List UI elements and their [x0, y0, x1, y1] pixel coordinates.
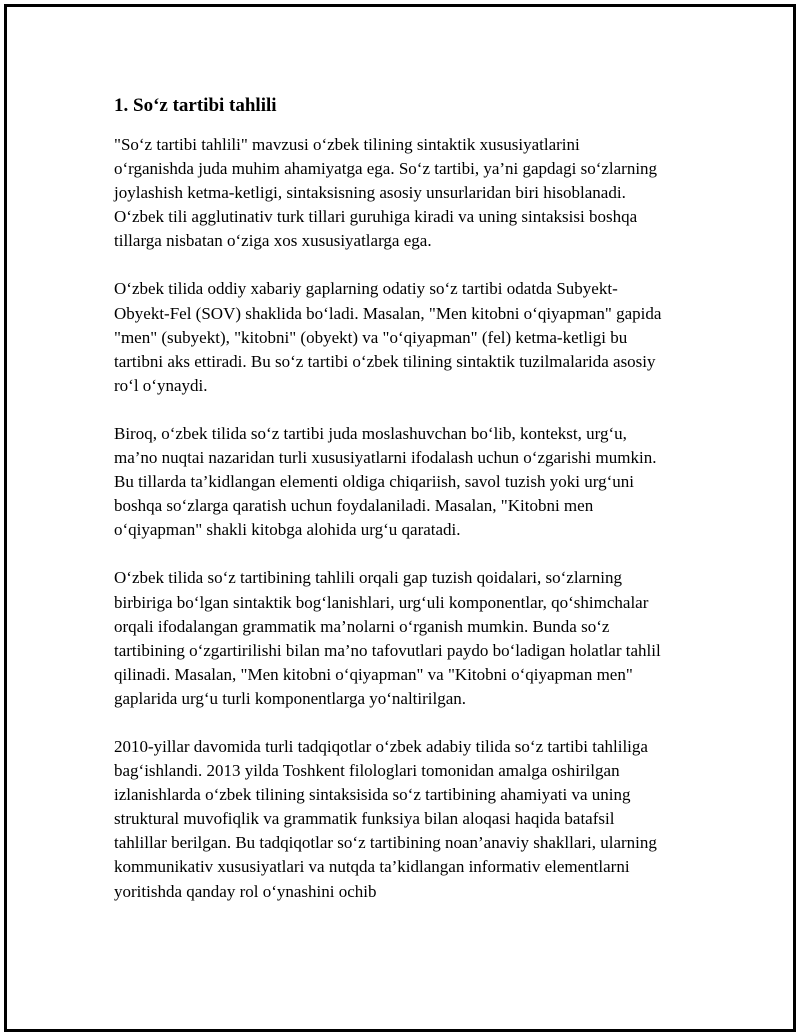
- paragraph-3: Biroq, o‘zbek tilida so‘z tartibi juda moslashuvchan bo‘lib, kontekst, urg‘u, ma’no nuqtai nazaridan turli xususiyatlarni ifodalash uchun o‘zgarishi mumkin. Bu tillarda ta’kidlangan elementi oldiga chiqariish, savol tuzish yoki urg‘uni boshqa so‘zlarga qaratish uchun foydalaniladi. Masalan, "Kitobni men o‘qiyapman" shakli kitobga alohida urg‘u qaratadi.: [114, 423, 657, 540]
- document-body: [114, 92, 662, 928]
- paragraph-2: O‘zbek tilida oddiy xabariy gaplarning odatiy so‘z tartibi odatda Subyekt-Obyekt-Fel (SOV) shaklida bo‘ladi. Masalan, "Men kitobni o‘qiyapman" gapida "men" (subyekt), "kitobni" (obyekt) va "o‘qiyapman" (fel) ketma-ketligi bu tartibni aks ettiradi. Bu so‘z tartibi o‘zbek tilining sintaktik tuzilmalarida asosiy ro‘l o‘ynaydi.: [114, 279, 662, 395]
- paragraph-1: "So‘z tartibi tahlili" mavzusi o‘zbek tilining sintaktik xususiyatlarini o‘rganishda juda muhim ahamiyatga ega. So‘z tartibi, ya’ni gapdagi so‘zlarning joylashish ketma-ketligi, sintaksisning asosiy unsurlaridan biri hisoblanadi. O‘zbek tili agglutinativ turk tillari guruhiga kiradi va uning sintaksisi boshqa tillarga nisbatan o‘ziga xos xususiyatlarga ega.: [114, 135, 658, 251]
- section-heading: 1. So‘z tartibi tahlili: [114, 95, 277, 116]
- paragraph-5: 2010-yillar davomida turli tadqiqotlar o‘zbek adabiy tilida so‘z tartibi tahliliga bag‘ishlandi. 2013 yilda Toshkent filologlari tomonidan amalga oshirilgan izlanishlarda o‘zbek tilining sintaksisida so‘z tartibining ahamiyati va uning struktural muvofiqlik va grammatik funksiya bilan aloqasi haqida batafsil tahlillar berilgan. Bu tadqiqotlar so‘z tartibining noan’anaviy shakllari, ularning kommunikativ xususiyatlari va nutqda ta’kidlangan informativ elementlarni yoritishda qanday rol o‘ynashini ochib: [114, 736, 657, 901]
- paragraph-4: O‘zbek tilida so‘z tartibining tahlili orqali gap tuzish qoidalari, so‘zlarning birbiriga bo‘lgan sintaktik bog‘lanishlari, urg‘uli komponentlar, qo‘shimchalar orqali ifodalangan grammatik ma’nolarni o‘rganish mumkin. Bunda so‘z tartibining o‘zgartirilishi bilan ma’no tafovutlari paydo bo‘ladigan holatlar tahlil qilinadi. Masalan, "Men kitobni o‘qiyapman" va "Kitobni o‘qiyapman men" gaplarida urg‘u turli komponentlarga yo‘naltirilgan.: [114, 568, 661, 708]
